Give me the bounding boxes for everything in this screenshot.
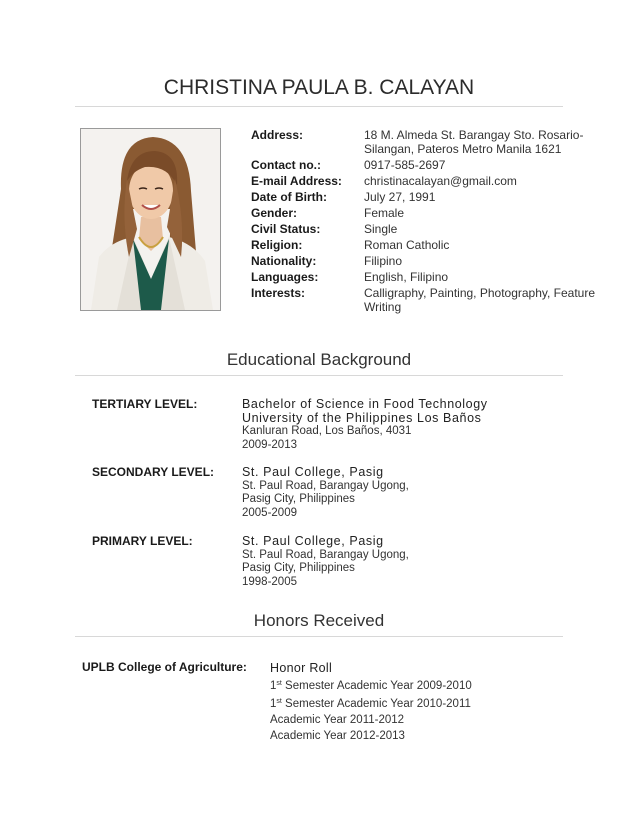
- school-address: Kanluran Road, Los Baños, 4031: [242, 425, 412, 437]
- info-label: Nationality:: [251, 254, 317, 268]
- info-row-nationality: [251, 254, 596, 268]
- honor-item: [270, 712, 530, 728]
- honor-item: [270, 694, 530, 712]
- school-name: St. Paul College, Pasig: [242, 465, 384, 479]
- school-years: 2005-2009: [242, 506, 297, 519]
- education-level-label: SECONDARY LEVEL:: [92, 465, 215, 479]
- info-value: christinacalayan@gmail.com: [364, 174, 517, 188]
- resume-name: CHRISTINA PAULA B. CALAYAN: [163, 76, 475, 99]
- info-row-civil-status: [251, 222, 596, 236]
- info-row-gender: [251, 206, 596, 220]
- info-label: Contact no.:: [251, 158, 321, 172]
- info-value: Female: [364, 206, 405, 220]
- info-value: Calligraphy, Painting, Photography, Feature Writing: [364, 286, 596, 314]
- info-value: Filipino: [364, 254, 403, 268]
- honor-item-text: Academic Year 2011-2012: [270, 714, 405, 726]
- info-value: Roman Catholic: [364, 238, 450, 252]
- education-section-title: Educational Background: [226, 350, 412, 369]
- honor-item-text: Semester Academic Year 2010-2011: [281, 698, 471, 710]
- honor-item-number: 1: [270, 680, 277, 692]
- info-value: 0917-585-2697: [364, 158, 446, 172]
- info-row-interests: [251, 286, 596, 314]
- info-value: 18 M. Almeda St. Barangay Sto. Rosario-Silangan, Pateros Metro Manila 1621: [364, 128, 584, 156]
- profile-photo: [80, 128, 221, 311]
- info-row-languages: [251, 270, 596, 284]
- info-row-address: [251, 128, 596, 156]
- education-divider: [75, 375, 563, 376]
- info-row-email: [251, 174, 596, 188]
- info-value: English, Filipino: [364, 270, 449, 284]
- info-row-religion: [251, 238, 596, 252]
- honor-item: [270, 676, 530, 694]
- honor-item-suffix: st: [276, 680, 282, 687]
- info-row-contact: [251, 158, 596, 172]
- info-row-birth: [251, 190, 596, 204]
- school-address: St. Paul Road, Barangay Ugong,: [242, 479, 409, 492]
- info-value: July 27, 1991: [364, 190, 436, 204]
- honor-institution: UPLB College of Agriculture:: [82, 660, 247, 674]
- honor-item-suffix: st: [276, 698, 282, 705]
- info-label: Civil Status:: [251, 222, 321, 236]
- info-label: Interests:: [251, 286, 306, 300]
- info-label: Date of Birth:: [251, 190, 327, 204]
- info-label: Gender:: [251, 206, 298, 220]
- info-label: Languages:: [251, 270, 319, 284]
- header-divider: [75, 106, 563, 107]
- honor-item-number: 1: [270, 698, 277, 710]
- info-label: Address:: [251, 128, 304, 142]
- honor-award: Honor Roll: [270, 661, 333, 675]
- school-city: Pasig City, Philippines: [242, 493, 355, 505]
- honor-item-text: Semester Academic Year 2009-2010: [281, 680, 472, 692]
- honor-item: [270, 728, 530, 744]
- school-address: St. Paul Road, Barangay Ugong,: [242, 548, 409, 561]
- education-level-label: TERTIARY LEVEL:: [92, 397, 198, 411]
- honors-section-title: Honors Received: [253, 611, 385, 630]
- school-name: University of the Philippines Los Baños: [242, 410, 482, 425]
- education-level-label: PRIMARY LEVEL:: [92, 534, 193, 548]
- info-value: Single: [364, 222, 398, 236]
- info-label: E-mail Address:: [251, 174, 342, 188]
- info-label: Religion:: [251, 238, 303, 252]
- school-city: Pasig City, Philippines: [242, 562, 355, 574]
- degree: Bachelor of Science in Food Technology: [242, 397, 488, 411]
- honor-list: [270, 660, 530, 744]
- honors-divider: [75, 636, 563, 637]
- school-years: 2009-2013: [242, 438, 297, 451]
- education-entry-tertiary: [92, 398, 488, 452]
- education-entry-primary: [92, 535, 409, 589]
- education-entry-secondary: [92, 466, 409, 520]
- school-name: St. Paul College, Pasig: [242, 534, 384, 548]
- honor-item-text: Academic Year 2012-2013: [270, 730, 405, 742]
- personal-info: [251, 128, 596, 316]
- school-years: 1998-2005: [242, 575, 297, 588]
